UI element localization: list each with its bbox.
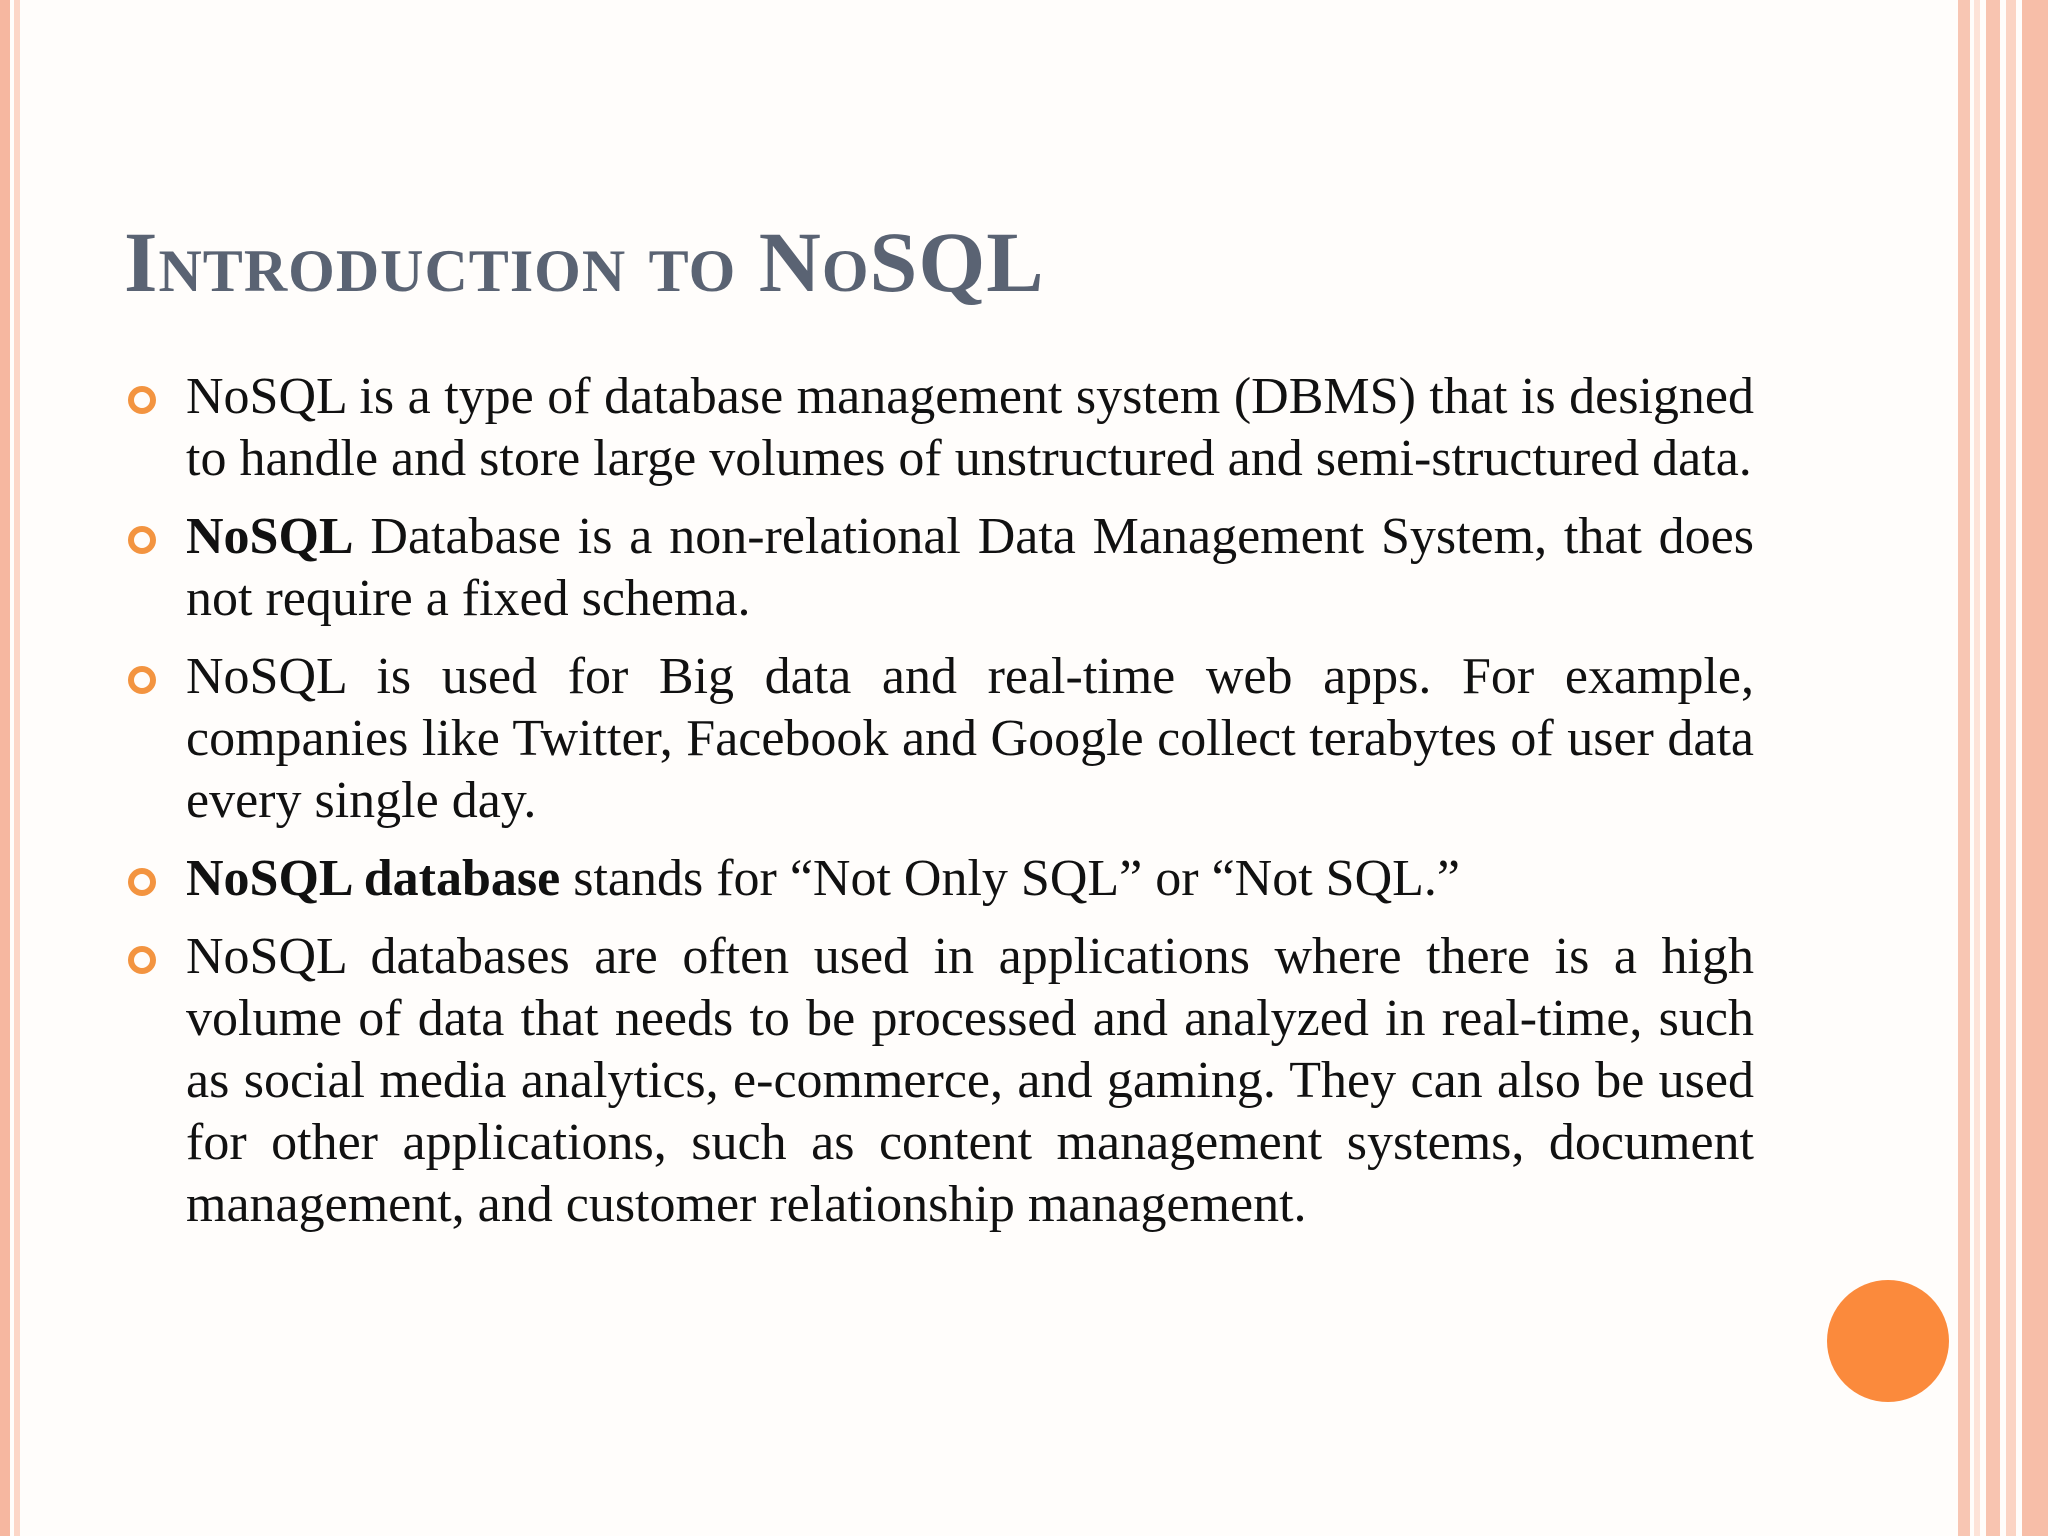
left-border <box>0 0 10 1536</box>
bullet-item <box>124 926 1754 1236</box>
bullet-ring-icon <box>128 386 156 414</box>
bullet-ring-icon <box>128 666 156 694</box>
right-border-stripe <box>1986 0 2000 1536</box>
bullet-text: NoSQL is used for Big data and real-time web apps. For example, companies like Twitter, Facebook and Google collect terabytes of user data every single day. <box>186 648 1754 829</box>
right-border-stripe <box>1958 0 1970 1536</box>
bullet-list <box>124 366 1754 1252</box>
bullet-item <box>124 848 1754 910</box>
slide-title: Introduction to NoSQL <box>124 214 1045 310</box>
bullet-text: NoSQL is a type of database management system (DBMS) that is designed to handle and store large volumes of unstructured and semi-structured data. <box>186 368 1754 487</box>
bullet-bold-text: NoSQL database <box>186 850 561 907</box>
accent-circle-icon <box>1827 1280 1949 1402</box>
right-border-stripe <box>2022 0 2048 1536</box>
bullet-text: NoSQL databases are often used in applications where there is a high volume of data that needs to be processed and analyzed in real-time, such as social media analytics, e-commerce, and gaming. They can also be used for other applications, such as content management systems, document management, and customer relationship management. <box>186 928 1754 1233</box>
bullet-bold-text: NoSQL <box>186 508 354 565</box>
bullet-ring-icon <box>128 868 156 896</box>
right-border-stripe <box>2006 0 2016 1536</box>
bullet-text: Database is a non-relational Data Management System, that does not require a fixed schema. <box>186 508 1754 627</box>
bullet-item <box>124 646 1754 832</box>
bullet-item <box>124 366 1754 490</box>
bullet-item <box>124 506 1754 630</box>
left-border-inner <box>14 0 20 1536</box>
bullet-ring-icon <box>128 526 156 554</box>
right-border-stripe <box>1974 0 1980 1536</box>
bullet-ring-icon <box>128 946 156 974</box>
bullet-text: stands for “Not Only SQL” or “Not SQL.” <box>560 850 1460 907</box>
